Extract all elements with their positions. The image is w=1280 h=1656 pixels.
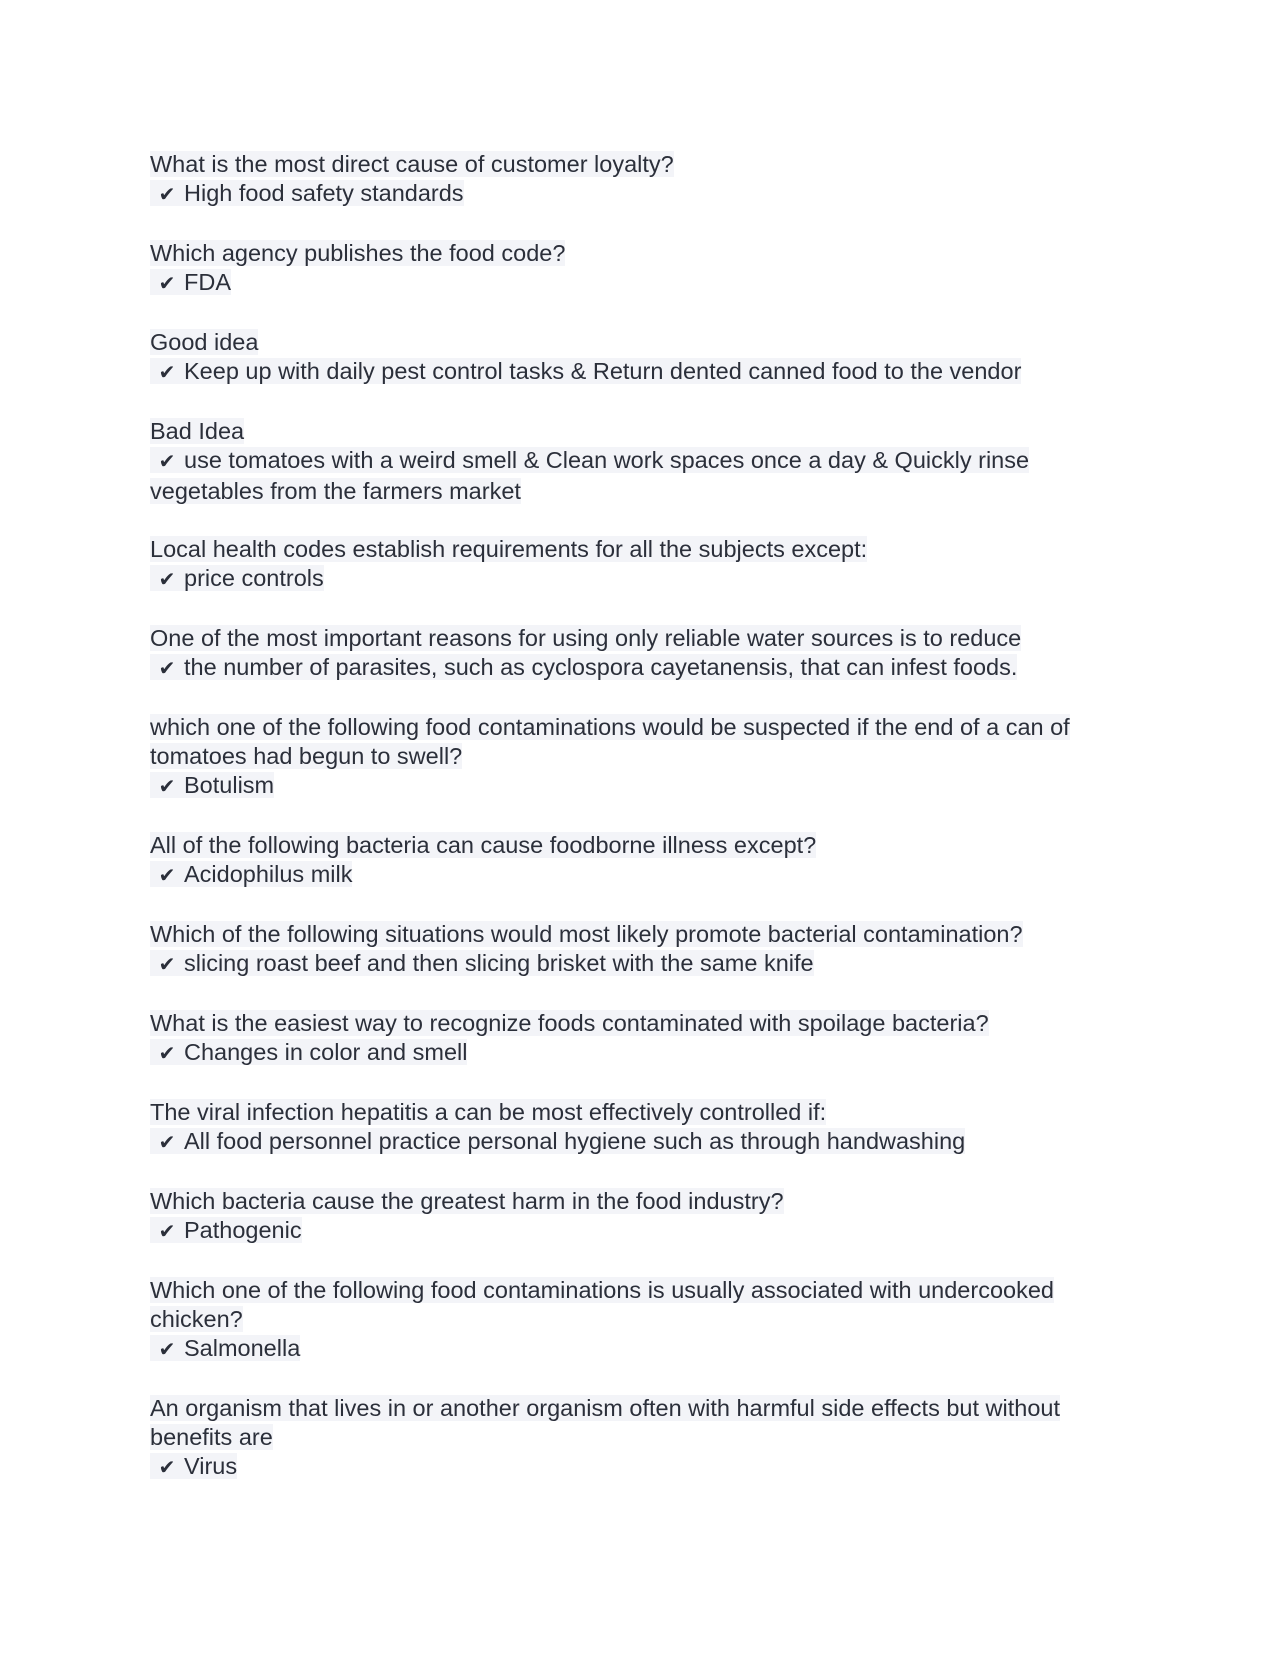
qa-item	[150, 1009, 1130, 1069]
answer-text: Botulism	[184, 772, 275, 798]
checkmark-icon: ✔	[158, 658, 176, 680]
answer-text: Salmonella	[184, 1335, 301, 1361]
qa-item	[150, 1187, 1130, 1247]
checkmark-icon: ✔	[158, 1221, 176, 1243]
question-text: What is the most direct cause of customer loyalty?	[150, 151, 674, 177]
question-text: Bad Idea	[150, 418, 245, 444]
qa-item	[150, 239, 1130, 299]
checkmark-icon: ✔	[158, 569, 176, 591]
question-text: Which one of the following food contaminations is usually associated with undercooked chicken?	[150, 1277, 1054, 1332]
qa-item	[150, 1276, 1130, 1365]
checkmark-icon: ✔	[158, 362, 176, 384]
qa-item	[150, 624, 1130, 684]
checkmark-icon: ✔	[158, 776, 176, 798]
checkmark-icon: ✔	[158, 451, 176, 473]
checkmark-icon: ✔	[158, 1132, 176, 1154]
question-text: What is the easiest way to recognize foods contaminated with spoilage bacteria?	[150, 1010, 989, 1036]
qa-item	[150, 417, 1130, 506]
qa-item	[150, 150, 1130, 210]
question-text: Which agency publishes the food code?	[150, 240, 566, 266]
qa-item	[150, 713, 1130, 802]
answer-text: slicing roast beef and then slicing brisket with the same knife	[184, 950, 814, 976]
question-text: One of the most important reasons for using only reliable water sources is to reduce	[150, 625, 1022, 651]
answer-text: All food personnel practice personal hygiene such as through handwashing	[184, 1128, 966, 1154]
answer-text: Changes in color and smell	[184, 1039, 468, 1065]
document-page	[150, 150, 1130, 1512]
answer-text: Keep up with daily pest control tasks & Return dented canned food to the vendor	[184, 358, 1022, 384]
answer-text: Virus	[184, 1453, 238, 1479]
qa-item	[150, 920, 1130, 980]
answer-text: use tomatoes with a weird smell & Clean work spaces once a day & Quickly rinse vegetables from the farmers market	[150, 447, 1030, 504]
checkmark-icon: ✔	[158, 1043, 176, 1065]
question-text: Which bacteria cause the greatest harm in the food industry?	[150, 1188, 784, 1214]
question-text: An organism that lives in or another organism often with harmful side effects but without benefits are	[150, 1395, 1061, 1450]
answer-text: the number of parasites, such as cyclospora cayetanensis, that can infest foods.	[184, 654, 1018, 680]
qa-item	[150, 535, 1130, 595]
question-text: which one of the following food contaminations would be suspected if the end of a can of tomatoes had begun to swell?	[150, 714, 1070, 769]
answer-text: Acidophilus milk	[184, 861, 353, 887]
answer-text: High food safety standards	[184, 180, 464, 206]
answer-text: price controls	[184, 565, 324, 591]
checkmark-icon: ✔	[158, 184, 176, 206]
checkmark-icon: ✔	[158, 954, 176, 976]
question-text: Good idea	[150, 329, 259, 355]
checkmark-icon: ✔	[158, 1339, 176, 1361]
qa-item	[150, 328, 1130, 388]
answer-text: Pathogenic	[184, 1217, 302, 1243]
question-text: Local health codes establish requirements for all the subjects except:	[150, 536, 868, 562]
checkmark-icon: ✔	[158, 865, 176, 887]
qa-item	[150, 1394, 1130, 1483]
checkmark-icon: ✔	[158, 1457, 176, 1479]
question-text: All of the following bacteria can cause foodborne illness except?	[150, 832, 817, 858]
question-text: The viral infection hepatitis a can be most effectively controlled if:	[150, 1099, 827, 1125]
qa-item	[150, 831, 1130, 891]
qa-item	[150, 1098, 1130, 1158]
checkmark-icon: ✔	[158, 273, 176, 295]
answer-text: FDA	[184, 269, 231, 295]
question-text: Which of the following situations would most likely promote bacterial contamination?	[150, 921, 1023, 947]
